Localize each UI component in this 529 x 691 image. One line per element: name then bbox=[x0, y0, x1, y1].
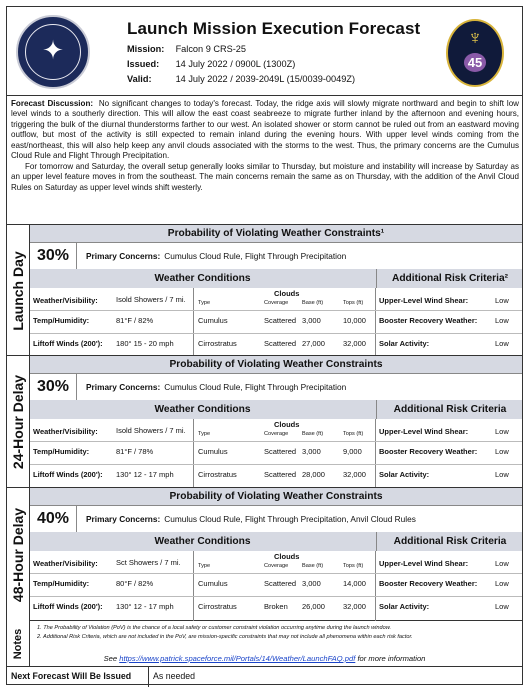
solar-value: Low bbox=[495, 602, 509, 611]
conditions-grid bbox=[30, 419, 522, 488]
wx-vis-label: Weather/Visibility: bbox=[33, 559, 98, 568]
forecast-page bbox=[6, 6, 523, 685]
mission-label: Mission: bbox=[127, 44, 165, 54]
clouds-coverage-header: Coverage bbox=[264, 431, 289, 437]
liftoff-label: Liftoff Winds (200'): bbox=[33, 339, 103, 348]
pov-row bbox=[30, 373, 522, 401]
forecast-discussion bbox=[11, 99, 519, 193]
note-1: 1. The Probability of Violation (PoV) is the chance of a local safety or customer constraint violation occurring anytime during the launch window. bbox=[37, 625, 392, 631]
temp-hum-value: 81°F / 78% bbox=[116, 447, 154, 456]
discussion-paragraph-2: For tomorrow and Saturday, the overall setup generally looks similar to Thursday, but moisture and instability will increase by Saturday as an upper level feature moves in from the southeast. The main concerns remain the same as on Thursday, with the addition of the Anvil Cloud Rules on Saturday as upper level winds shift westerly. bbox=[11, 161, 519, 192]
cloud-2-coverage: Scattered bbox=[264, 339, 297, 348]
solar-value: Low bbox=[495, 339, 509, 348]
solar-label: Solar Activity: bbox=[379, 339, 430, 348]
wx-vis-label: Weather/Visibility: bbox=[33, 427, 98, 436]
weather-squadron-seal-logo bbox=[446, 19, 504, 87]
weather-conditions-heading: Weather Conditions bbox=[154, 273, 251, 284]
booster-value: Low bbox=[495, 447, 509, 456]
wx-vis-value: Isold Showers / 7 mi. bbox=[116, 426, 186, 435]
discussion-text-1: No significant changes to today's forecast. Today, the ridge axis will slowly migrate northward and begin to shift low level winds to a southerly direction. This will allow the east coast seabreeze to migrate further inland by the afternoon and evening hours, triggering the bulk of the diurnal thunderstorms farther to our west. An isolated shower or storm cannot be ruled out from an eastward moving outflow, but most of the activity is still expected to remain inland during the evening hours. With upper level winds coming from the east/northeast, this will also help keep any anvil clouds associated with the storms to the west. Thus, the primary concerns are the Cumulus Cloud Rule and Flight Through Precipitation. bbox=[11, 99, 519, 161]
clouds-tops-header: Tops (ft) bbox=[343, 563, 364, 569]
booster-value: Low bbox=[495, 579, 509, 588]
cloud-2-tops: 32,000 bbox=[343, 339, 366, 348]
notes-side-label: Notes bbox=[7, 621, 30, 667]
clouds-type-header: Type bbox=[198, 300, 211, 306]
solar-label: Solar Activity: bbox=[379, 470, 430, 479]
issued-label: Issued: bbox=[127, 59, 160, 69]
pov-heading: Probability of Violating Weather Constraints bbox=[30, 488, 522, 505]
clouds-type-header: Type bbox=[198, 431, 211, 437]
cloud-1-type: Cumulus bbox=[198, 447, 228, 456]
cloud-1-tops: 14,000 bbox=[343, 579, 366, 588]
clouds-tops-header: Tops (ft) bbox=[343, 431, 364, 437]
cloud-2-tops: 32,000 bbox=[343, 602, 366, 611]
clouds-heading: Clouds bbox=[274, 552, 300, 561]
forecast-section-0 bbox=[7, 224, 522, 356]
issued-row bbox=[127, 59, 295, 69]
sub-header bbox=[30, 532, 522, 551]
see-more-info: See https://www.patrick.spaceforce.mil/Portals/14/Weather/LaunchFAQ.pdf for more information bbox=[103, 654, 426, 663]
clouds-coverage-header: Coverage bbox=[264, 563, 289, 569]
ulws-label: Upper-Level Wind Shear: bbox=[379, 559, 469, 568]
cloud-1-coverage: Scattered bbox=[264, 579, 297, 588]
cloud-1-type: Cumulus bbox=[198, 579, 228, 588]
section-side-label: 48-Hour Delay bbox=[7, 488, 30, 621]
solar-label: Solar Activity: bbox=[379, 602, 430, 611]
liftoff-label: Liftoff Winds (200'): bbox=[33, 470, 103, 479]
liftoff-label: Liftoff Winds (200'): bbox=[33, 602, 103, 611]
trident-icon: ♆ bbox=[467, 27, 483, 49]
weather-conditions-heading: Weather Conditions bbox=[154, 404, 251, 415]
booster-value: Low bbox=[495, 316, 509, 325]
temp-hum-value: 81°F / 82% bbox=[116, 316, 154, 325]
booster-label: Booster Recovery Weather: bbox=[379, 316, 478, 325]
valid-value: 14 July 2022 / 2039-2049L (15/0039-0049Z) bbox=[175, 74, 356, 84]
liftoff-value: 130° 12 - 17 mph bbox=[116, 602, 174, 611]
clouds-heading: Clouds bbox=[274, 420, 300, 429]
cloud-2-type: Cirrostratus bbox=[198, 339, 237, 348]
liftoff-value: 180° 15 - 20 mph bbox=[116, 339, 174, 348]
booster-label: Booster Recovery Weather: bbox=[379, 447, 478, 456]
wx-vis-value: Sct Showers / 7 mi. bbox=[116, 558, 181, 567]
primary-concerns: Primary Concerns: Cumulus Cloud Rule, Flight Through Precipitation bbox=[86, 251, 347, 261]
clouds-base-header: Base (ft) bbox=[302, 563, 324, 569]
valid-label: Valid: bbox=[127, 74, 152, 84]
next-forecast-value: As needed bbox=[153, 671, 196, 681]
section-side-label: 24-Hour Delay bbox=[7, 356, 30, 488]
solar-value: Low bbox=[495, 470, 509, 479]
seal-number: 45 bbox=[448, 55, 502, 70]
wx-vis-label: Weather/Visibility: bbox=[33, 296, 98, 305]
cloud-2-base: 27,000 bbox=[302, 339, 325, 348]
cloud-1-base: 3,000 bbox=[302, 579, 321, 588]
cloud-1-type: Cumulus bbox=[198, 316, 228, 325]
cloud-1-base: 3,000 bbox=[302, 316, 321, 325]
section-side-label: Launch Day bbox=[7, 225, 30, 356]
pov-heading: Probability of Violating Weather Constraints bbox=[30, 356, 522, 373]
cloud-2-base: 26,000 bbox=[302, 602, 325, 611]
cloud-2-type: Cirrostratus bbox=[198, 602, 237, 611]
weather-conditions-heading: Weather Conditions bbox=[154, 536, 251, 547]
cloud-1-base: 3,000 bbox=[302, 447, 321, 456]
delta-star-icon: ✦ bbox=[42, 35, 64, 65]
conditions-grid bbox=[30, 288, 522, 356]
cloud-2-base: 28,000 bbox=[302, 470, 325, 479]
clouds-base-header: Base (ft) bbox=[302, 300, 324, 306]
discussion-label: Forecast Discussion bbox=[11, 99, 91, 108]
valid-row bbox=[127, 74, 355, 84]
cloud-2-coverage: Scattered bbox=[264, 470, 297, 479]
additional-risk-heading: Additional Risk Criteria² bbox=[376, 269, 523, 288]
notes-section bbox=[7, 620, 522, 667]
pov-row bbox=[30, 242, 522, 270]
clouds-type-header: Type bbox=[198, 563, 211, 569]
conditions-grid bbox=[30, 551, 522, 621]
next-forecast-label: Next Forecast Will Be Issued bbox=[11, 671, 132, 681]
ulws-label: Upper-Level Wind Shear: bbox=[379, 427, 469, 436]
pov-heading: Probability of Violating Weather Constraints¹ bbox=[30, 225, 522, 242]
forecast-section-1 bbox=[7, 355, 522, 488]
page-title: Launch Mission Execution Forecast bbox=[127, 19, 421, 38]
pov-percent: 30% bbox=[30, 374, 77, 400]
forecast-section-2 bbox=[7, 487, 522, 621]
ulws-value: Low bbox=[495, 559, 509, 568]
ulws-value: Low bbox=[495, 427, 509, 436]
pov-percent: 30% bbox=[30, 243, 77, 269]
clouds-base-header: Base (ft) bbox=[302, 431, 324, 437]
additional-risk-heading: Additional Risk Criteria bbox=[376, 532, 523, 551]
temp-hum-label: Temp/Humidity: bbox=[33, 316, 90, 325]
cloud-1-coverage: Scattered bbox=[264, 316, 297, 325]
primary-concerns: Primary Concerns: Cumulus Cloud Rule, Flight Through Precipitation, Anvil Cloud Rules bbox=[86, 514, 416, 524]
header bbox=[7, 7, 522, 96]
temp-hum-label: Temp/Humidity: bbox=[33, 447, 90, 456]
pov-row bbox=[30, 505, 522, 533]
ulws-label: Upper-Level Wind Shear: bbox=[379, 296, 469, 305]
discussion-paragraph-1: Forecast Discussion: No significant changes to today's forecast. Today, the ridge axis will slowly migrate northward and begin to shift low level winds to a southerly direction. This will allow the east coast seabreeze to migrate further inland by the afternoon and evening hours, triggering the bulk of the diurnal thunderstorms farther to our west. An isolated shower or storm cannot be ruled out from an eastward moving outflow, but most of the activity is still expected to remain inland during the evening hours. With upper level winds coming from the east/northeast, this will also help keep any anvil clouds associated with the storms to the west. Thus, the primary concerns are the Cumulus Cloud Rule and Flight Through Precipitation. bbox=[11, 99, 519, 161]
issued-value: 14 July 2022 / 0900L (1300Z) bbox=[175, 59, 296, 69]
cloud-2-coverage: Broken bbox=[264, 602, 288, 611]
booster-label: Booster Recovery Weather: bbox=[379, 579, 478, 588]
ulws-value: Low bbox=[495, 296, 509, 305]
liftoff-value: 130° 12 - 17 mph bbox=[116, 470, 174, 479]
cloud-1-tops: 10,000 bbox=[343, 316, 366, 325]
cloud-2-tops: 32,000 bbox=[343, 470, 366, 479]
cloud-1-coverage: Scattered bbox=[264, 447, 297, 456]
faq-link[interactable]: https://www.patrick.spaceforce.mil/Portals/14/Weather/LaunchFAQ.pdf bbox=[119, 654, 356, 663]
primary-concerns: Primary Concerns: Cumulus Cloud Rule, Flight Through Precipitation bbox=[86, 382, 347, 392]
temp-hum-value: 80°F / 82% bbox=[116, 579, 154, 588]
cloud-1-tops: 9,000 bbox=[343, 447, 362, 456]
note-2: 2. Additional Risk Criteria, which are not included in the PoV, are mission-specific constraints that may not include all phenomena within each risk factor. bbox=[37, 634, 413, 640]
sub-header bbox=[30, 269, 522, 288]
next-forecast-row bbox=[7, 666, 522, 687]
clouds-heading: Clouds bbox=[274, 289, 300, 298]
mission-value: Falcon 9 CRS-25 bbox=[175, 44, 247, 54]
mission-row bbox=[127, 44, 246, 54]
sub-header bbox=[30, 400, 522, 419]
wx-vis-value: Isold Showers / 7 mi. bbox=[116, 295, 186, 304]
pov-percent: 40% bbox=[30, 506, 77, 532]
additional-risk-heading: Additional Risk Criteria bbox=[376, 400, 523, 419]
temp-hum-label: Temp/Humidity: bbox=[33, 579, 90, 588]
cloud-2-type: Cirrostratus bbox=[198, 470, 237, 479]
clouds-coverage-header: Coverage bbox=[264, 300, 289, 306]
space-force-seal-logo bbox=[16, 15, 90, 89]
clouds-tops-header: Tops (ft) bbox=[343, 300, 364, 306]
